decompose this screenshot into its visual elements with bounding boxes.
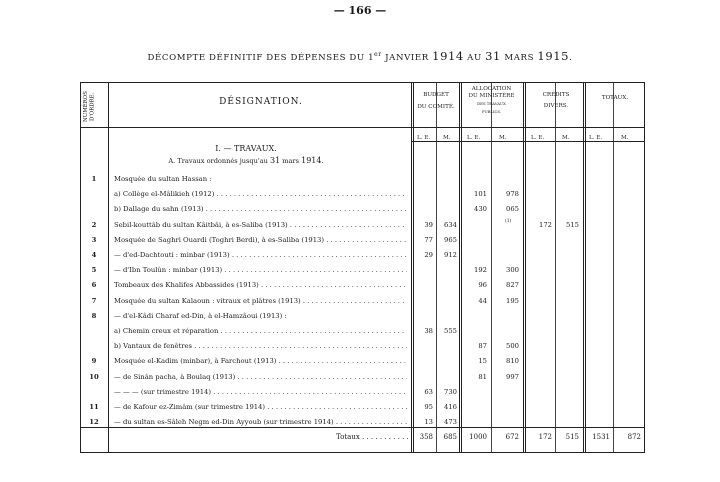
- table-row: [81, 219, 644, 231]
- total-budget-m: 685: [443, 433, 457, 441]
- unit-m: M.: [499, 135, 507, 141]
- cell-alloc-m: 810: [506, 357, 519, 366]
- header-totaux: TOTAUX.: [601, 95, 629, 101]
- row-designation: — de Kafour ez-Zimâm (sur trimestre 1914) . . .: [114, 401, 407, 413]
- cell-budget-le: 13: [424, 418, 433, 427]
- table-row: [81, 249, 644, 261]
- row-number: 1: [91, 175, 97, 183]
- totals-label: Totaux . . .: [336, 431, 408, 443]
- table-row: [81, 203, 644, 215]
- unit-le: L. E.: [417, 135, 431, 141]
- cell-credits-m: 515: [566, 220, 579, 229]
- row-number: 6: [91, 281, 97, 290]
- row-designation: Mosquée el-Kadim (minbar), à Farchout (1913) . . .: [114, 355, 407, 367]
- cell-budget-m: 965: [444, 235, 457, 244]
- table-row: [81, 188, 644, 200]
- total-grand-le: 1531: [592, 433, 610, 441]
- cell-budget-le: 77: [424, 235, 433, 244]
- row-designation: — du sultan es-Sâleh Negm ed-Din Ayyoub (sur trimestre 1914) . . .: [114, 416, 407, 428]
- expense-table: [80, 82, 645, 453]
- row-number: 5: [91, 266, 97, 275]
- row-designation: a) Chemin creux et réparation . . .: [114, 325, 407, 337]
- cell-budget-m: 912: [444, 251, 457, 259]
- cell-alloc-m: 827: [506, 281, 519, 290]
- cell-credits-le: 172: [539, 220, 552, 229]
- row-designation: — d'el-Kâdi Charaf ed-Din, à el-Hamzâoui (1913) :: [114, 311, 287, 320]
- cell-budget-le: 63: [424, 387, 433, 396]
- row-designation: Mosquée de Saghri Ouardi (Toghri Berdi), à es-Saliba (1913) . . .: [114, 234, 407, 246]
- table-row: [81, 355, 644, 367]
- row-designation: — de Sinân pacha, à Boulaq (1913) . . .: [114, 371, 407, 383]
- unit-m: M.: [562, 135, 570, 141]
- row-designation: — d'Ibn Toulûn : minbar (1913) . . .: [114, 264, 407, 276]
- table-row: [81, 173, 644, 185]
- cell-alloc-m: 978: [506, 190, 519, 199]
- row-designation: a) Collège el-Mâlikieh (1912) . . .: [114, 188, 407, 200]
- header-designation: DÉSIGNATION.: [219, 97, 303, 107]
- row-designation: — d'ed-Dachtouti : minbar (1913) . . .: [114, 249, 407, 261]
- table-row: [81, 264, 644, 276]
- cell-alloc-le: 96: [478, 281, 487, 290]
- cell-alloc-m: 065: [506, 205, 519, 214]
- unit-le: L. E.: [467, 135, 481, 141]
- cell-budget-m: 416: [444, 403, 457, 411]
- table-row: [81, 416, 644, 428]
- cell-alloc-m: 500: [506, 342, 519, 351]
- row-number: 12: [89, 418, 99, 427]
- cell-alloc-le: 81: [478, 372, 487, 381]
- table-row: [81, 279, 644, 291]
- total-grand-m: 872: [627, 433, 641, 441]
- cell-alloc-m: 997: [506, 372, 519, 381]
- row-designation: — — — (sur trimestre 1914) . . .: [114, 386, 407, 398]
- header-credits: CRÉDITS DIVERS.: [542, 92, 570, 109]
- unit-le: L. E.: [589, 135, 603, 141]
- footnote-marker: (1): [505, 218, 512, 224]
- table-row: [81, 310, 644, 322]
- table-row: [81, 340, 644, 352]
- cell-alloc-le: 15: [478, 357, 487, 366]
- row-number: 11: [89, 403, 99, 411]
- cell-alloc-m: 195: [506, 296, 519, 305]
- row-designation: Mosquée du sultan Hassan :: [114, 175, 212, 183]
- cell-budget-le: 38: [424, 327, 433, 335]
- row-designation: Sebil-kouttâb du sultan Kâitbâi, à es-Saliba (1913) . . .: [114, 219, 407, 231]
- total-alloc-le: 1000: [469, 433, 487, 441]
- totals-row: [81, 431, 644, 443]
- row-number: 2: [91, 220, 97, 229]
- table-row: [81, 295, 644, 307]
- row-number: 9: [91, 357, 97, 366]
- row-number: 3: [91, 235, 97, 244]
- page-number: — 166 —: [333, 4, 387, 17]
- units-rule: [411, 141, 644, 142]
- cell-budget-le: 95: [424, 403, 433, 411]
- cell-budget-m: 730: [444, 387, 457, 396]
- header-allocation: ALLOCATION DU MINISTÈRE DES TRAVAUX PUBLICS.: [468, 86, 515, 114]
- cell-budget-m: 555: [444, 327, 457, 335]
- cell-alloc-le: 430: [474, 205, 487, 214]
- table-row: [81, 386, 644, 398]
- table-row: [81, 234, 644, 246]
- unit-m: M.: [621, 135, 629, 141]
- cell-alloc-le: 192: [474, 266, 487, 275]
- cell-alloc-le: 101: [474, 190, 487, 199]
- subsection-title: A. Travaux ordonnés jusqu'au 31 mars 1914.: [168, 156, 324, 165]
- row-designation: Mosquée du sultan Kalaoun : vitraux et plâtres (1913) . . .: [114, 295, 407, 307]
- unit-m: M.: [443, 135, 451, 141]
- section-title: I. — TRAVAUX.: [215, 144, 277, 153]
- page-title: DÉCOMPTE DÉFINITIF DES DÉPENSES DU 1er JANVIER 1914 AU 31 MARS 1915.: [147, 49, 573, 63]
- row-designation: b) Vantaux de fenêtres . . .: [114, 340, 407, 352]
- total-alloc-m: 672: [505, 433, 519, 441]
- cell-budget-le: 29: [424, 251, 433, 259]
- table-row: [81, 371, 644, 383]
- total-credits-m: 515: [565, 433, 579, 441]
- row-number: 10: [89, 372, 99, 381]
- cell-alloc-le: 87: [478, 342, 487, 351]
- total-credits-le: 172: [538, 433, 552, 441]
- cell-budget-m: 634: [444, 220, 457, 229]
- table-row: [81, 325, 644, 337]
- cell-alloc-le: 44: [478, 296, 487, 305]
- header-numeros: NUMÉROS D'ORDRE.: [83, 91, 96, 123]
- row-designation: b) Dallage du sahn (1913) . . .: [114, 203, 407, 215]
- cell-alloc-m: 300: [506, 266, 519, 275]
- unit-le: L. E.: [531, 135, 545, 141]
- header-budget: BUDGET DU COMITÉ.: [417, 92, 455, 110]
- cell-budget-le: 39: [424, 220, 433, 229]
- cell-budget-m: 473: [444, 418, 457, 427]
- row-number: 7: [91, 296, 97, 305]
- row-number: 8: [91, 311, 97, 320]
- row-designation: Tombeaux des Khalifes Abbassides (1913) . . .: [114, 279, 407, 291]
- header-rule: [81, 127, 644, 128]
- row-number: 4: [91, 251, 97, 259]
- table-row: [81, 401, 644, 413]
- total-budget-le: 358: [419, 433, 433, 441]
